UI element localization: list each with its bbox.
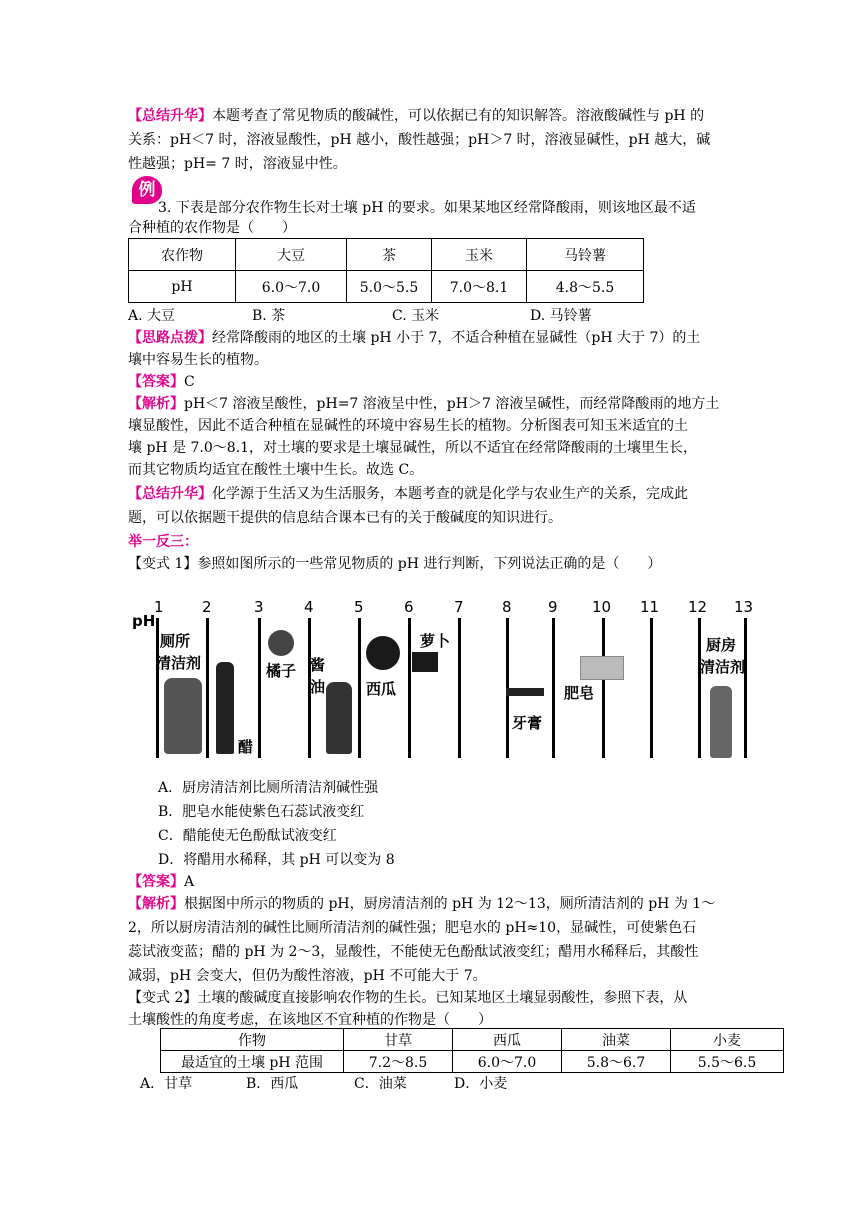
variant1-option-a: A．厨房清洁剂比厕所清洁剂碱性强 (158, 780, 379, 796)
example-badge-icon: 例 (132, 176, 162, 204)
ph-scale-line (458, 618, 461, 758)
table-cell: 作物 (161, 1029, 344, 1051)
question-line-2: 合种植的农作物是（ ） (128, 220, 296, 236)
analysis-tag: 【解析】 (128, 896, 184, 912)
summary-line-2: 关系：pH＜7 时，溶液显酸性，pH 越小，酸性越强；pH＞7 时，溶液显碱性，pH 越大，碱 (128, 132, 711, 148)
option-b: B. 茶 (252, 308, 286, 324)
analysis-tag: 【解析】 (128, 396, 184, 412)
table-row (129, 239, 644, 271)
table-cell: 农作物 (129, 239, 236, 271)
analysis-line-2: 壤显酸性，因此不适合种植在显碱性的环境中容易生长的植物。分析图表可知玉米适宜的土 (128, 418, 688, 434)
ph-scale-figure (128, 598, 768, 768)
table-cell: 小麦 (671, 1029, 784, 1051)
variant2-question-1: 【变式 2】土壤的酸碱度直接影响农作物的生长。已知某地区土壤显弱酸性，参照下表，从 (128, 990, 688, 1006)
orange-icon (268, 630, 294, 656)
ph-scale-line (156, 618, 159, 758)
table-cell: 西瓜 (453, 1029, 562, 1051)
ph-tick-label: 9 (548, 598, 558, 616)
answer-value: C (184, 374, 195, 390)
table-cell: 茶 (347, 239, 432, 271)
ph-tick-label: 6 (404, 598, 414, 616)
table-cell: 玉米 (432, 239, 527, 271)
toilet-cleaner-label: 清洁剂 (156, 654, 202, 672)
question-line-1: 3. 下表是部分农作物生长对土壤 pH 的要求。如果某地区经常降酸雨，则该地区最不适 (158, 200, 696, 216)
variant1-option-d: D．将醋用水稀释，其 pH 可以变为 8 (158, 852, 395, 868)
toothpaste-icon (506, 688, 544, 696)
table-cell: 7.2～8.5 (344, 1051, 453, 1073)
variant2-option-c: C．油菜 (354, 1076, 407, 1092)
variant1-question: 【变式 1】参照如图所示的一些常见物质的 pH 进行判断，下列说法正确的是（ ） (128, 556, 662, 572)
soy-sauce-label: 酱 (310, 656, 326, 674)
practice-heading: 举一反三： (128, 534, 198, 550)
soap-label: 肥皂 (564, 684, 595, 702)
answer-tag: 【答案】 (128, 374, 184, 390)
summary2-line-2: 题，可以依据题干提供的信息结合课本已有的关于酸碱度的知识进行。 (128, 510, 562, 526)
option-c: C. 玉米 (392, 308, 440, 324)
table-row (161, 1029, 784, 1051)
table-cell: 马铃薯 (527, 239, 644, 271)
summary2-line-1: 【总结升华】化学源于生活又为生活服务，本题考查的就是化学与农业生产的关系，完成此 (128, 486, 688, 502)
table-cell: 最适宜的土壤 pH 范围 (161, 1051, 344, 1073)
answer-tag: 【答案】 (128, 874, 184, 890)
soap-icon (580, 656, 624, 680)
ph-scale-line (698, 618, 701, 758)
table-cell: 大豆 (236, 239, 347, 271)
answer2-line (128, 872, 194, 892)
ph-tick-label: 11 (640, 598, 660, 616)
analysis2-line-1: 【解析】根据图中所示的物质的 pH，厨房清洁剂的 pH 为 12～13，厕所清洁剂的 pH 为 1～ (128, 896, 716, 912)
soy-sauce-label: 油 (310, 678, 326, 696)
ph-scale-line (206, 618, 209, 758)
analysis2-line-3: 蕊试液变蓝；醋的 pH 为 2～3，显酸性，不能使无色酚酞试液变红；醋用水稀释后，其酸性 (128, 944, 699, 960)
ph-scale-line (408, 618, 411, 758)
table-cell: 5.5～6.5 (671, 1051, 784, 1073)
ph-axis-label: pH (132, 612, 156, 630)
table-cell: 5.0～5.5 (347, 271, 432, 303)
summary-line-3: 性越强；pH= 7 时，溶液显中性。 (128, 156, 347, 172)
option-a: A. 大豆 (128, 308, 176, 324)
crop-soil-ph-table (160, 1028, 784, 1073)
hint-line-2: 壤中容易生长的植物。 (128, 352, 268, 368)
kitchen-cleaner-bottle-icon (710, 686, 732, 758)
ph-scale-line (744, 618, 747, 758)
crop-ph-table (128, 238, 644, 303)
summary-line-1: 【总结升华】本题考查了常见物质的酸碱性，可以依据已有的知识解答。溶液酸碱性与 pH 的 (128, 108, 705, 124)
table-cell: 4.8～5.5 (527, 271, 644, 303)
ph-tick-label: 3 (254, 598, 264, 616)
kitchen-cleaner-label: 厨房 (706, 636, 737, 654)
toothpaste-label: 牙膏 (512, 714, 543, 732)
table-cell: 油菜 (562, 1029, 671, 1051)
analysis-line-1: 【解析】pH＜7 溶液呈酸性，pH=7 溶液呈中性，pH＞7 溶液呈碱性，而经常降酸雨的地方土 (128, 396, 720, 412)
watermelon-label: 西瓜 (366, 680, 397, 698)
kitchen-cleaner-label: 清洁剂 (700, 658, 746, 676)
table-row (161, 1051, 784, 1073)
table-cell: 甘草 (344, 1029, 453, 1051)
radish-icon (412, 652, 438, 672)
ph-scale-line (602, 618, 605, 758)
ph-scale-line (258, 618, 261, 758)
hint-tag: 【思路点拨】 (128, 330, 212, 346)
table-cell: 5.8～6.7 (562, 1051, 671, 1073)
answer-line (128, 372, 195, 392)
variant1-option-c: C．醋能使无色酚酞试液变红 (158, 828, 337, 844)
ph-tick-label: 12 (688, 598, 708, 616)
toilet-cleaner-bottle-icon (164, 678, 202, 754)
watermelon-icon (366, 636, 400, 670)
table-row (129, 271, 644, 303)
answer-value: A (184, 874, 195, 890)
variant2-option-b: B．西瓜 (246, 1076, 299, 1092)
analysis2-line-2: 2，所以厨房清洁剂的碱性比厕所清洁剂的碱性强；肥皂水的 pH≈10，显碱性，可使紫色石 (128, 920, 697, 936)
vinegar-bottle-icon (216, 662, 234, 754)
ph-scale-line (650, 618, 653, 758)
variant2-question-2: 土壤酸性的角度考虑，在该地区不宜种植的作物是（ ） (128, 1012, 492, 1028)
table-cell: 7.0～8.1 (432, 271, 527, 303)
soy-sauce-bottle-icon (326, 682, 352, 754)
ph-tick-label: 7 (454, 598, 464, 616)
summary-tag: 【总结升华】 (128, 486, 212, 502)
analysis-line-3: 壤 pH 是 7.0～8.1，对土壤的要求是土壤显碱性，所以不适宜在经常降酸雨的土壤里生长， (128, 440, 698, 456)
variant2-option-a: A．甘草 (140, 1076, 193, 1092)
table-cell: 6.0～7.0 (453, 1051, 562, 1073)
ph-scale-line (552, 618, 555, 758)
vinegar-label: 醋 (238, 738, 254, 756)
variant1-option-b: B．肥皂水能使紫色石蕊试液变红 (158, 804, 365, 820)
option-d: D. 马铃薯 (530, 308, 592, 324)
variant2-option-d: D．小麦 (454, 1076, 508, 1092)
hint-line-1: 【思路点拨】经常降酸雨的地区的土壤 pH 小于 7，不适合种植在显碱性（pH 大于 7）的土 (128, 330, 701, 346)
ph-tick-label: 2 (202, 598, 212, 616)
table-cell: pH (129, 271, 236, 303)
orange-label: 橘子 (266, 662, 297, 680)
ph-tick-label: 8 (502, 598, 512, 616)
ph-tick-label: 10 (592, 598, 612, 616)
ph-tick-label: 13 (734, 598, 754, 616)
analysis-line-4: 而其它物质均适宜在酸性土壤中生长。故选 C。 (128, 462, 424, 478)
ph-tick-label: 5 (354, 598, 364, 616)
radish-label: 萝卜 (420, 632, 451, 650)
summary-tag: 【总结升华】 (128, 108, 212, 124)
ph-scale-line (358, 618, 361, 758)
analysis2-line-4: 减弱，pH 会变大，但仍为酸性溶液，pH 不可能大于 7。 (128, 968, 487, 984)
toilet-cleaner-label: 厕所 (160, 632, 191, 650)
table-cell: 6.0～7.0 (236, 271, 347, 303)
ph-tick-label: 1 (154, 598, 164, 616)
ph-tick-label: 4 (304, 598, 314, 616)
